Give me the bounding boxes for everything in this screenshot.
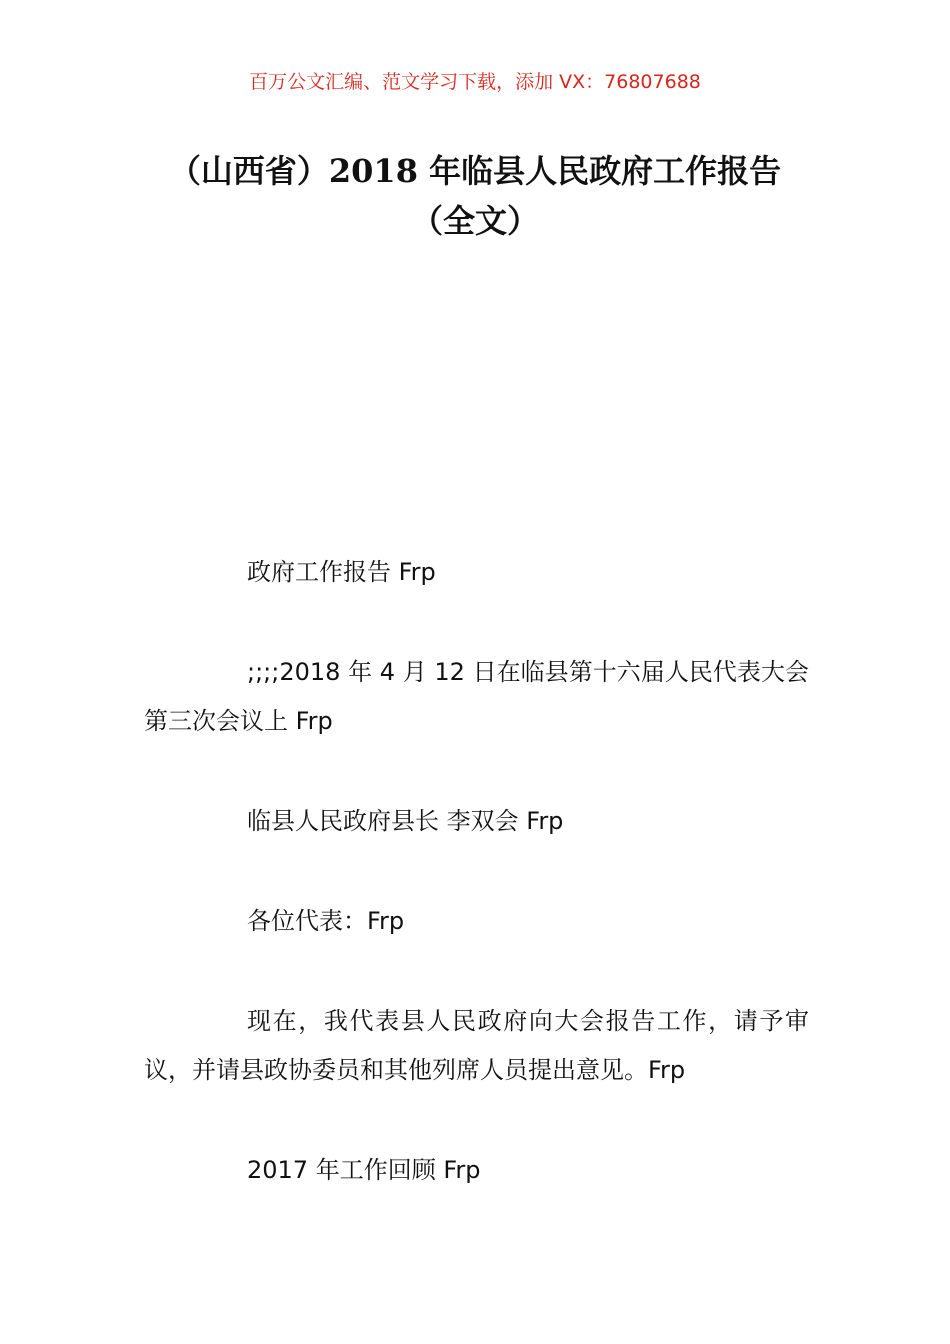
paragraph-report-heading: 政府工作报告 Frp [247, 558, 436, 586]
paragraph-review-heading: 2017 年工作回顾 Frp [247, 1156, 481, 1184]
title-line-1: （山西省）2018 年临县人民政府工作报告 [168, 152, 782, 190]
paragraph-meeting-date: ;;;;2018 年 4 月 12 日在临县第十六届人民代表大会第三次会议上 Frp [144, 658, 809, 735]
title-line-2: （全文） [410, 202, 539, 240]
paragraph-salutation: 各位代表：Frp [247, 907, 405, 935]
document-title [120, 146, 830, 246]
document-body [144, 548, 809, 1246]
paragraph-speaker: 临县人民政府县长 李双会 Frp [247, 807, 564, 835]
header-watermark-note: 百万公文汇编、范文学习下载，添加 VX：76807688 [249, 71, 701, 93]
paragraph-intro: 现在，我代表县人民政府向大会报告工作，请予审议，并请县政协委员和其他列席人员提出意见。Frp [144, 1007, 809, 1084]
